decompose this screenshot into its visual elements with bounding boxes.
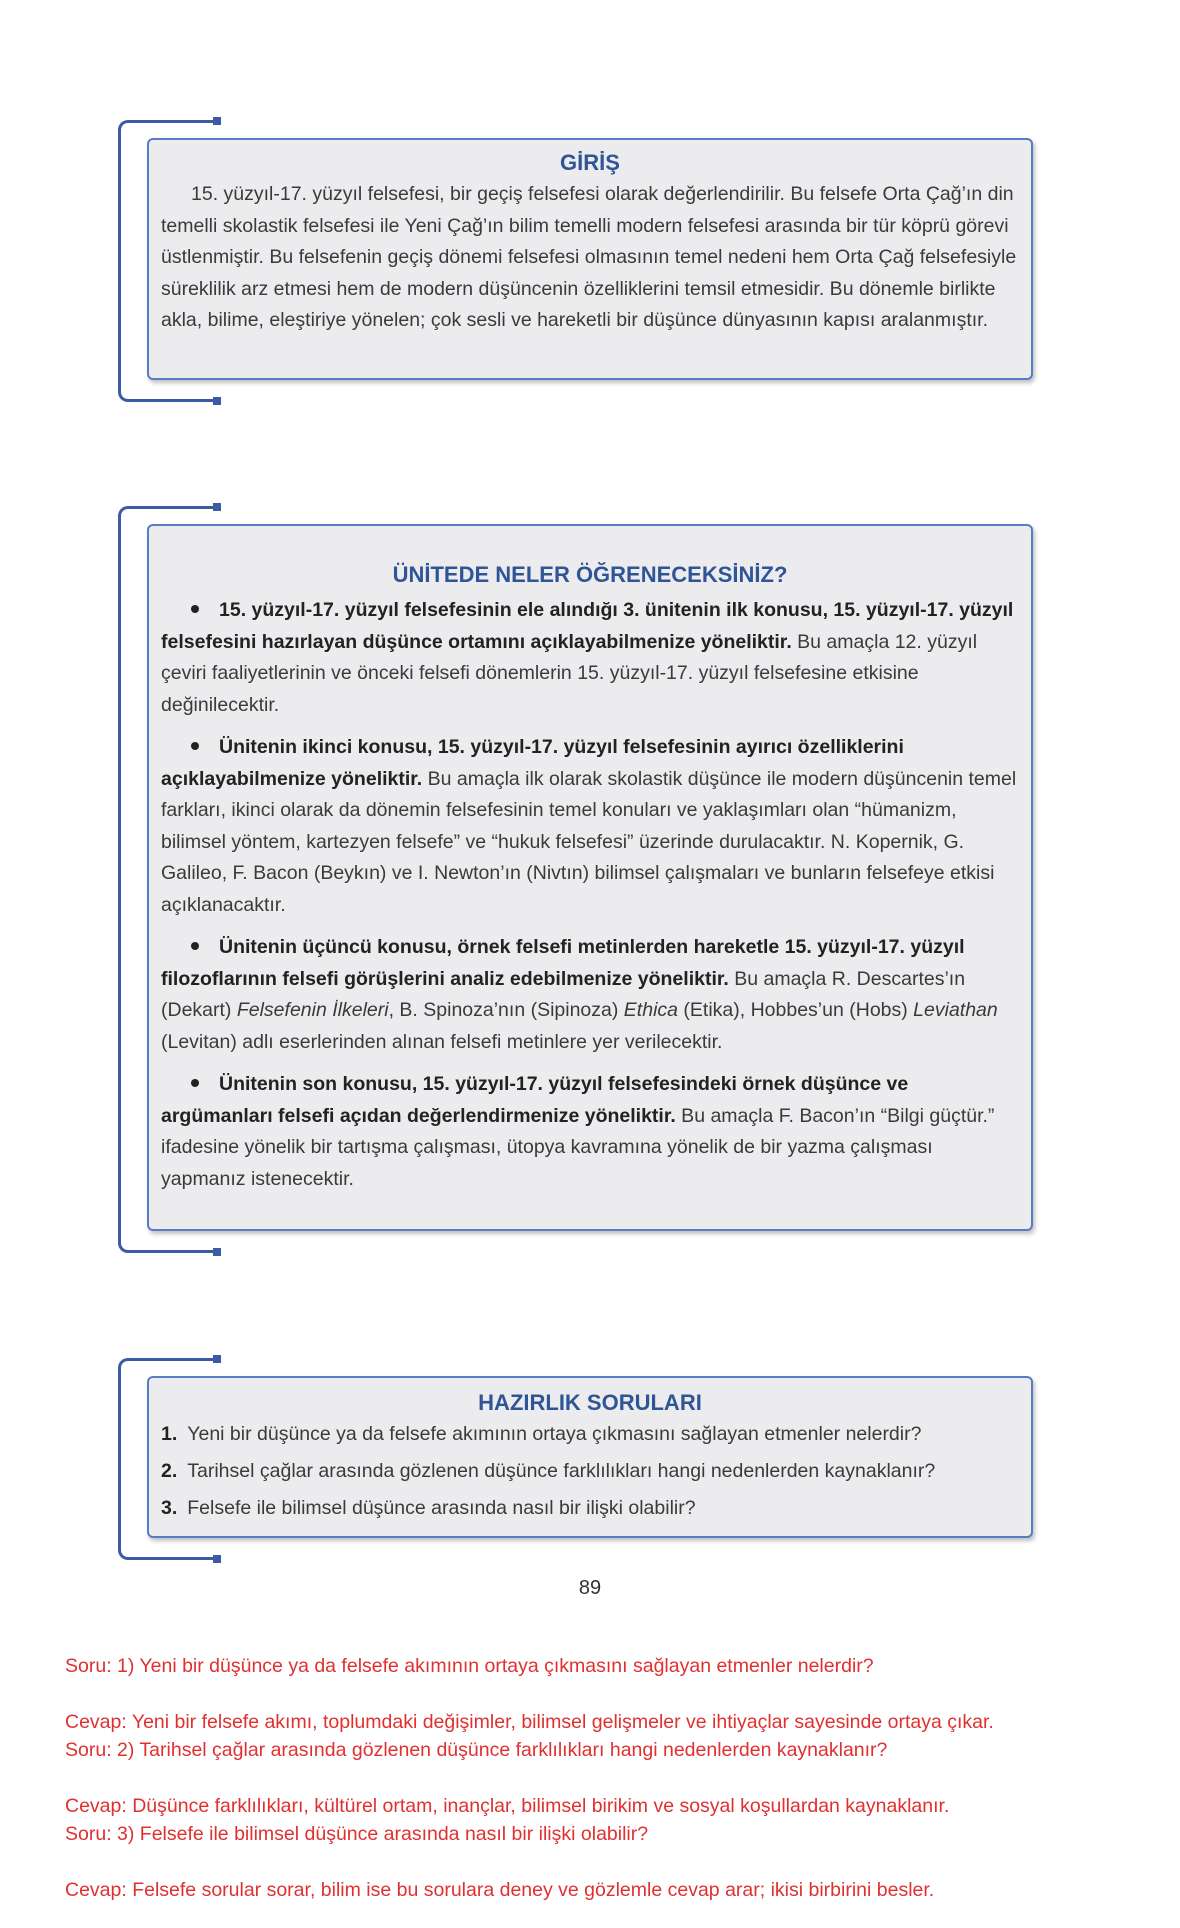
frame-corner-marker (213, 397, 221, 405)
frame-corner-marker (213, 1355, 221, 1363)
frame-corner-marker (213, 503, 221, 511)
objectives-title: ÜNİTEDE NELER ÖĞRENECEKSİNİZ? (392, 562, 788, 587)
objective-item (161, 595, 1019, 721)
objective-item (161, 932, 1019, 1058)
question-number: 3. (161, 1497, 178, 1519)
answer-question: Soru: 1) Yeni bir düşünce ya da felsefe akımının ortaya çıkmasını sağlayan etmenler nelerdir? (65, 1655, 874, 1677)
objective-bold-text: Ünitenin üçüncü konusu, örnek felsefi metinlerden hareketle 15. yüzyıl-17. yüzyıl filozoflarının felsefi görüşlerini analiz edebilmenize yöneliktir. (161, 936, 965, 990)
book-title: Ethica (623, 999, 678, 1021)
bullet-dot (191, 742, 199, 750)
questions-title: HAZIRLIK SORULARI (478, 1390, 702, 1415)
bullet-dot (191, 1079, 199, 1087)
question-item (161, 1416, 1019, 1453)
objective-text: Bu amaçla F. Bacon’ın “Bilgi güçtür.” ifadesine yönelik bir tartışma çalışması, ütopya kavramına yönelik de bir yazma çalışması yapmanız istenecektir. (161, 1104, 995, 1190)
book-title: Felsefenin İlkeleri (236, 999, 389, 1021)
question-item (161, 1453, 1019, 1490)
answer-text: Cevap: Yeni bir felsefe akımı, toplumdaki değişimler, bilimsel gelişmeler ve ihtiyaçlar sayesinde ortaya çıkar. (65, 1711, 994, 1733)
objective-text: Bu amaçla 12. yüzyıl çeviri faaliyetlerinin ve önceki felsefi dönemlerin 15. yüzyıl-17. yüzyıl felsefesine etkisine değinilecektir. (161, 630, 978, 716)
objective-text: (Etika), Hobbes’un (Hobs) (678, 999, 914, 1021)
page-number: 89 (578, 1577, 602, 1599)
question-text: Yeni bir düşünce ya da felsefe akımının ortaya çıkmasını sağlayan etmenler nelerdir? (187, 1423, 922, 1445)
bullet-dot (191, 942, 199, 950)
frame-corner-marker (213, 1555, 221, 1563)
questions-list (161, 1416, 1019, 1527)
objective-text: (Levitan) adlı eserlerinden alınan felsefi metinlere yer verilecektir. (161, 1030, 723, 1053)
objective-bold-text: Ünitenin ikinci konusu, 15. yüzyıl-17. yüzyıl felsefesinin ayırıcı özelliklerini açıklayabilmenize yöneliktir. (161, 736, 904, 790)
questions-box (147, 1376, 1033, 1538)
frame-corner-marker (213, 1248, 221, 1256)
frame-corner-marker (213, 117, 221, 125)
objective-item (161, 732, 1019, 921)
objective-text: Bu amaçla ilk olarak skolastik düşünce ile modern düşüncenin temel farkları, ikinci olarak da dönemin felsefesinin temel konuları ve yaklaşımları olan “hümanizm, bilimsel yöntem, kartezyen felsefe” ve “hukuk felsefesi” üzerinde durulacaktır. N. Kopernik, G. Galileo, F. Bacon (Beykın) ve I. Newton’ın (Nivtın) bilimsel çalışmaları ve bunların felsefeye etkisi açıklanacaktır. (161, 767, 1017, 916)
objectives-box (147, 524, 1033, 1231)
intro-title: GİRİŞ (560, 150, 620, 175)
objective-text: Bu amaçla R. Descartes’ın (Dekart) (161, 967, 966, 1021)
bullet-dot (191, 605, 199, 613)
book-title: Leviathan (913, 999, 998, 1021)
answer-question: Soru: 3) Felsefe ile bilimsel düşünce arasında nasıl bir ilişki olabilir? (65, 1823, 649, 1845)
objective-item (161, 1069, 1019, 1195)
intro-box (147, 138, 1033, 380)
answer-text: Cevap: Düşünce farklılıkları, kültürel ortam, inançlar, bilimsel birikim ve sosyal koşullardan kaynaklanır. (65, 1795, 950, 1817)
answers-section (65, 1652, 1165, 1904)
intro-text: 15. yüzyıl-17. yüzyıl felsefesi, bir geçiş felsefesi olarak değerlendirilir. Bu felsefe Orta Çağ’ın din temelli skolastik felsefesi ile Yeni Çağ’ın bilim temelli modern felsefesi arasında bir tür köprü görevi üstlenmiştir. Bu felsefenin geçiş dönemi felsefesi olmasının temel nedeni hem Orta Çağ felsefesiyle süreklilik arz etmesi hem de modern düşüncenin özelliklerini temsil etmesidir. Bu dönemle birlikte akla, bilime, eleştiriye yönelen; çok sesli ve hareketli bir düşünce dünyasının kapısı aralanmıştır. (161, 183, 1017, 331)
question-text: Tarihsel çağlar arasında gözlenen düşünce farklılıkları hangi nedenlerden kaynaklanır? (187, 1460, 936, 1482)
question-number: 2. (161, 1460, 178, 1482)
objective-bold-text: Ünitenin son konusu, 15. yüzyıl-17. yüzyıl felsefesindeki örnek düşünce ve argümanları felsefi açıdan değerlendirmenize yöneliktir. (161, 1073, 909, 1127)
objective-bold-text: 15. yüzyıl-17. yüzyıl felsefesinin ele alındığı 3. ünitenin ilk konusu, 15. yüzyıl-17. yüzyıl felsefesini hazırlayan düşünce ortamını açıklayabilmenize yöneliktir. (161, 599, 1014, 653)
answer-question: Soru: 2) Tarihsel çağlar arasında gözlenen düşünce farklılıkları hangi nedenlerden kaynaklanır? (65, 1739, 888, 1761)
question-number: 1. (161, 1423, 178, 1445)
question-item (161, 1490, 1019, 1527)
answer-text: Cevap: Felsefe sorular sorar, bilim ise bu sorulara deney ve gözlemle cevap arar; ikisi birbirini besler. (65, 1879, 935, 1901)
objective-text: , B. Spinoza’nın (Sipinoza) (388, 999, 624, 1021)
question-text: Felsefe ile bilimsel düşünce arasında nasıl bir ilişki olabilir? (187, 1497, 696, 1519)
